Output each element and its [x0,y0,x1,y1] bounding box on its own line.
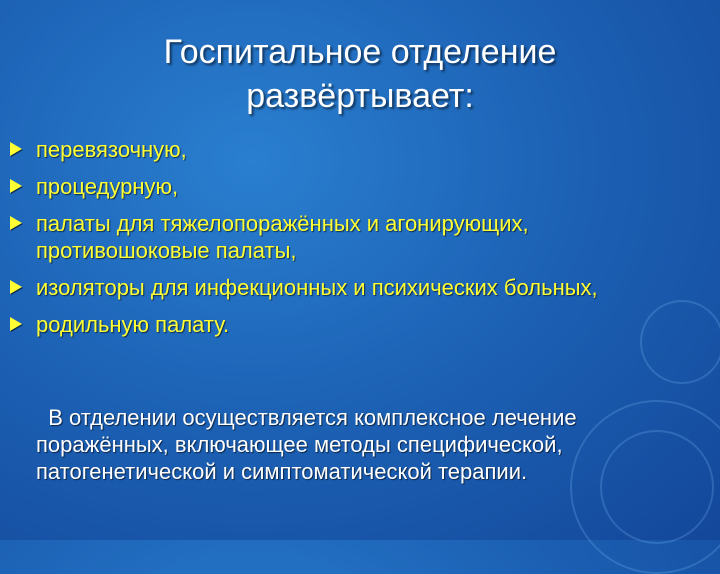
arrow-bullet-icon [10,280,22,294]
bullet-text: перевязочную, [36,137,187,162]
list-item [10,274,700,301]
arrow-bullet-icon [10,317,22,331]
bullet-list [10,136,700,348]
list-item [10,173,700,200]
bullet-text: изоляторы для инфекционных и психических больных, [36,275,598,300]
list-item [10,136,700,163]
arrow-bullet-icon [10,216,22,230]
summary-paragraph: В отделении осуществляется комплексное лечение поражённых, включающее методы специфической, патогенетической и симптоматической терапии. [36,405,583,484]
arrow-bullet-icon [10,142,22,156]
list-item [10,311,700,338]
bullet-text: палаты для тяжелопоражённых и агонирующих, противошоковые палаты, [36,211,529,263]
list-item [10,210,700,264]
bullet-text: процедурную, [36,174,179,199]
slide-title: Госпитальное отделение развёртывает: [163,33,557,115]
arrow-bullet-icon [10,179,22,193]
bullet-text: родильную палату. [36,312,230,337]
